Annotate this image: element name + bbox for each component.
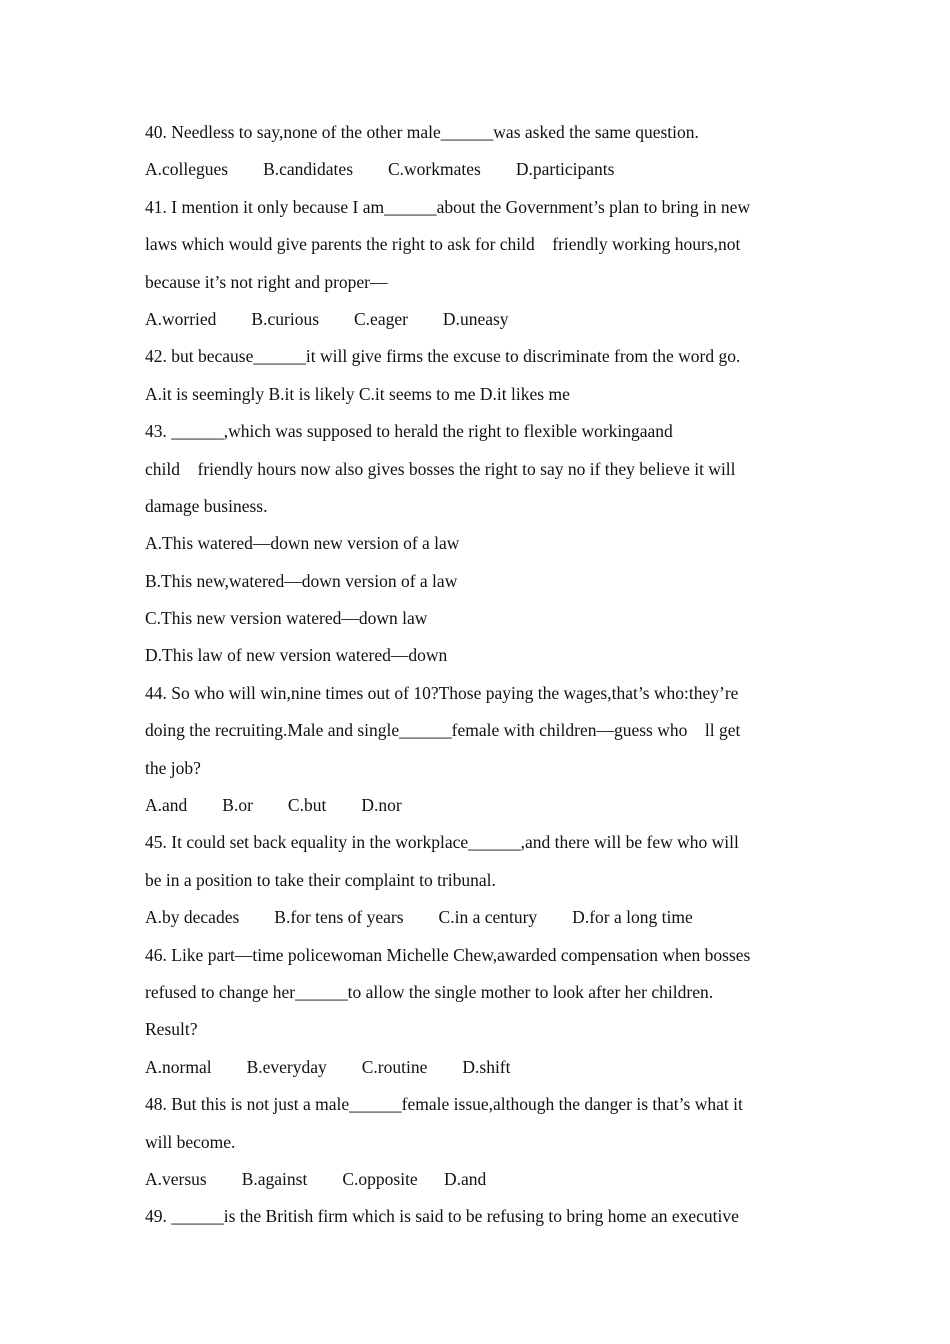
question-44-stem: 44. So who will win,nine times out of 10?Those paying the wages,that’s who:they’re <box>145 682 739 703</box>
question-40-stem: 40. Needless to say,none of the other male______was asked the same question. <box>145 122 699 142</box>
question-46-stem: 46. Like part—time policewoman Michelle Chew,awarded compensation when bosses <box>145 944 751 965</box>
question-41-stem-cont: laws which would give parents the right to ask for child friendly working hours,not <box>145 234 741 255</box>
question-43-option-c: C.This new version watered—down law <box>145 608 428 629</box>
question-41-stem-cont: because it’s not right and proper— <box>145 271 388 292</box>
question-42-options: A.it is seemingly B.it is likely C.it seems to me D.it likes me <box>145 383 570 404</box>
question-46-stem-cont: refused to change her______to allow the single mother to look after her children. <box>145 981 714 1002</box>
question-44-stem-cont: doing the recruiting.Male and single______female with children—guess who ll get <box>145 720 741 741</box>
question-43-stem: 43. ______,which was supposed to herald the right to flexible workingaand <box>145 421 673 442</box>
question-43-stem-cont: damage business. <box>145 495 268 516</box>
question-43-option-b: B.This new,watered—down version of a law <box>145 570 458 591</box>
question-44-stem-cont: the job? <box>145 757 201 778</box>
question-43-option-d: D.This law of new version watered—down <box>145 645 448 666</box>
question-48-stem: 48. But this is not just a male______female issue,although the danger is that’s what it <box>145 1094 743 1115</box>
document-body <box>145 114 815 1236</box>
question-48-stem-cont: will become. <box>145 1131 236 1152</box>
question-44-options: A.and B.or C.but D.nor <box>145 795 402 816</box>
question-42-stem: 42. but because______it will give firms the excuse to discriminate from the word go. <box>145 346 741 367</box>
question-45-stem: 45. It could set back equality in the workplace______,and there will be few who will <box>145 832 739 853</box>
question-41-options: A.worried B.curious C.eager D.uneasy <box>145 308 509 329</box>
question-49-stem: 49. ______is the British firm which is said to be refusing to bring home an executive <box>145 1206 739 1227</box>
question-45-options: A.by decades B.for tens of years C.in a century D.for a long time <box>145 907 693 928</box>
question-46-stem-cont: Result? <box>145 1019 198 1040</box>
question-45-stem-cont: be in a position to take their complaint to tribunal. <box>145 869 496 890</box>
question-41-stem: 41. I mention it only because I am______about the Government’s plan to bring in new <box>145 196 751 217</box>
question-46-options: A.normal B.everyday C.routine D.shift <box>145 1056 511 1077</box>
question-43-option-a: A.This watered—down new version of a law <box>145 533 460 554</box>
question-43-stem-cont: child friendly hours now also gives bosses the right to say no if they believe it will <box>145 458 736 479</box>
question-40-options: A.collegues B.candidates C.workmates D.participants <box>145 159 615 180</box>
question-48-options: A.versus B.against C.opposite D.and <box>145 1168 487 1189</box>
